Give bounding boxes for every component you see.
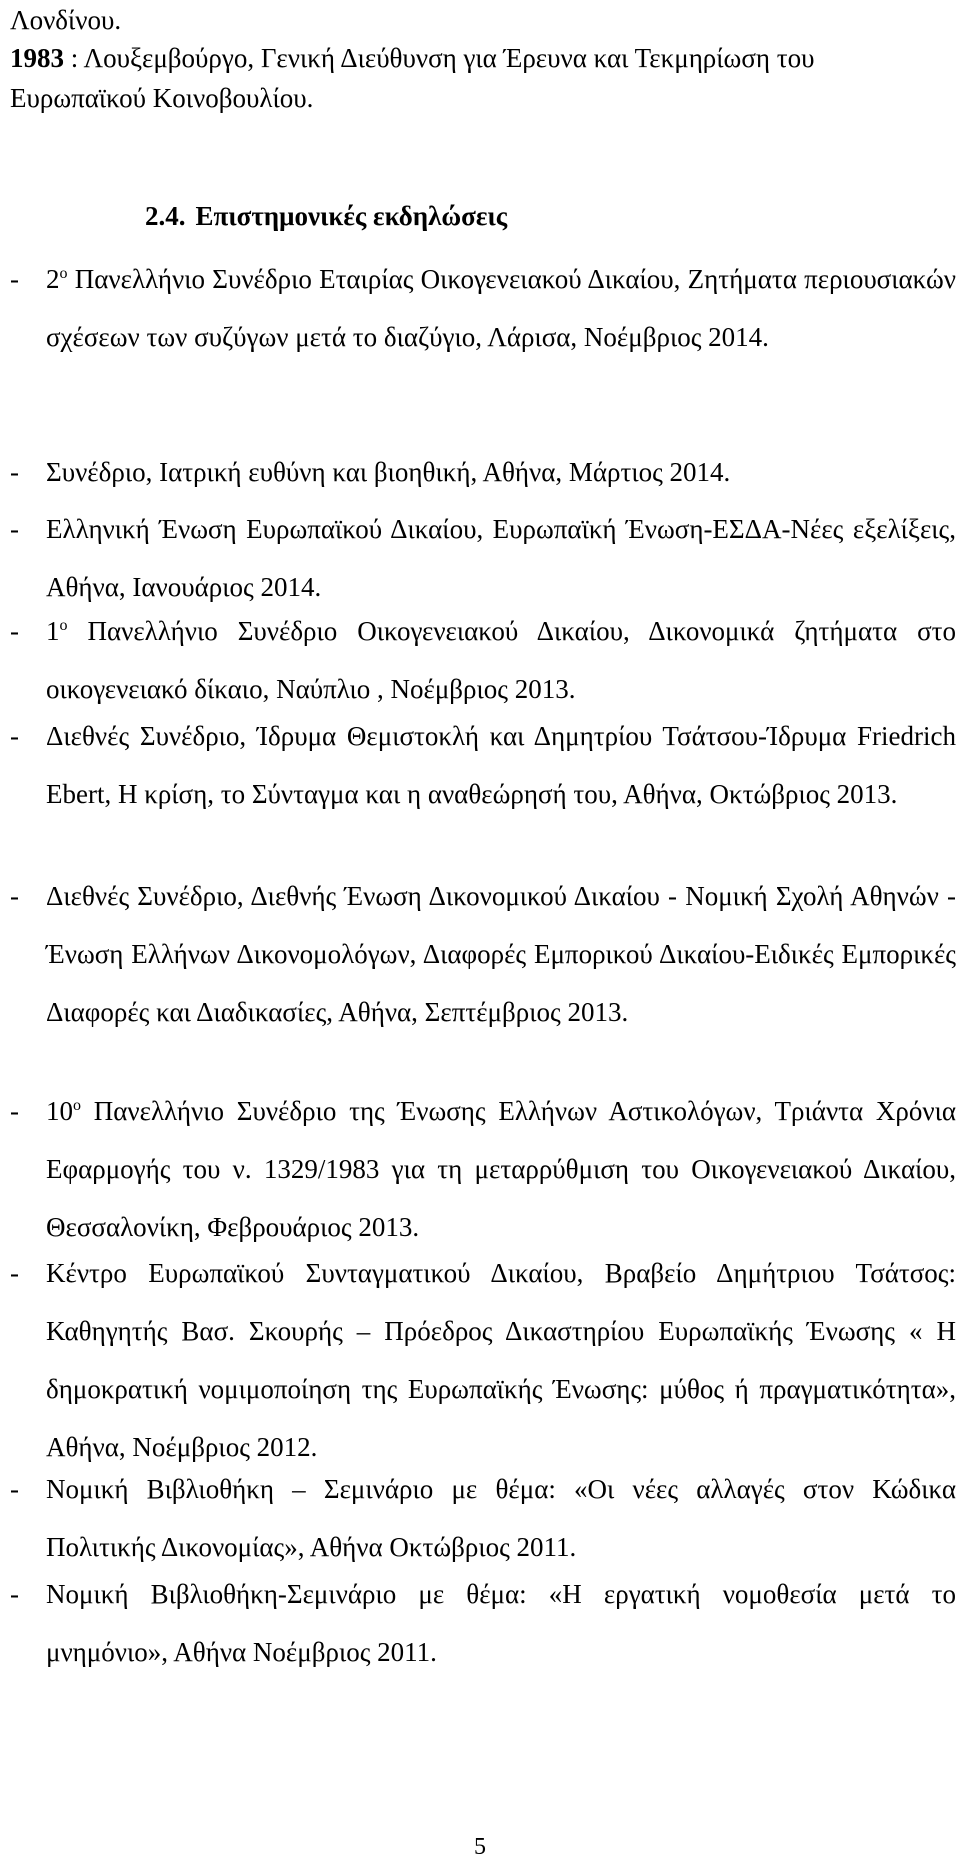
list-item-text: Νομική Βιβλιοθήκη – Σεμινάριο με θέμα: «Οι νέες αλλαγές στον Κώδικα Πολιτικής Δικονομίας», Αθήνα Οκτώβριος 2011.: [46, 1474, 956, 1562]
list-item: [10, 1082, 956, 1256]
list-item: [10, 443, 956, 501]
list-item-text: Διεθνές Συνέδριο, Διεθνής Ένωση Δικονομικού Δικαίου - Νομική Σχολή Αθηνών - Ένωση Ελλήνων Δικονομολόγων, Διαφορές Εμπορικού Δικαίου-Ειδικές Εμπορικές Διαφορές και Διαδικασίες, Αθήνα, Σεπτέμβριος 2013.: [46, 881, 956, 1027]
intro-line-3: Ευρωπαϊκού Κοινοβουλίου.: [10, 83, 314, 113]
list-bullet: -: [10, 457, 19, 487]
list-item: [10, 1244, 956, 1476]
list-item-text: Κέντρο Ευρωπαϊκού Συνταγματικού Δικαίου, Βραβείο Δημήτριου Τσάτσος: Καθηγητής Βασ. Σκουρής – Πρόεδρος Δικαστηρίου Ευρωπαϊκής Ένωσης « Η δημοκρατική νομιμοποίηση της Ευρωπαϊκής Ένωσης: μύθος ή πραγματικότητα», Αθήνα, Νοέμβριος 2012.: [46, 1258, 956, 1462]
list-item-text: Διεθνές Συνέδριο, Ίδρυμα Θεμιστοκλή και Δημητρίου Τσάτσου-Ίδρυμα Friedrich Ebert, Η κρίση, το Σύνταγμα και η αναθεώρησή του, Αθήνα, Οκτώβριος 2013.: [46, 721, 956, 809]
list-item-text: Ελληνική Ένωση Ευρωπαϊκού Δικαίου, Ευρωπαϊκή Ένωση-ΕΣΔΑ-Νέες εξελίξεις, Αθήνα, Ιανουάριος 2014.: [46, 514, 956, 602]
list-item: [10, 707, 956, 881]
list-item: [10, 500, 956, 616]
list-item-text: $1^o$ Πανελλήνιο Συνέδριο Οικογενειακού Δικαίου, Δικονομικά ζητήματα στο οικογενειακό δίκαιο, Ναύπλιο , Νοέμβριος 2013.: [46, 616, 956, 704]
list-bullet: -: [10, 721, 19, 751]
section-title: Επιστημονικές εκδηλώσεις: [195, 201, 508, 231]
list-bullet: -: [10, 1258, 19, 1288]
intro-line-2-rest: : Λουξεμβούργο, Γενική Διεύθυνση για Έρευνα και Τεκμηρίωση του: [64, 43, 815, 73]
list-bullet: -: [10, 264, 19, 294]
list-item: [10, 867, 956, 1099]
section-number: 2.4.: [145, 201, 186, 231]
list-item: [10, 602, 956, 718]
list-item-text: Συνέδριο, Ιατρική ευθύνη και βιοηθική, Αθήνα, Μάρτιος 2014.: [46, 457, 731, 487]
list-bullet: -: [10, 616, 19, 646]
list-item-text: $2^o$ Πανελλήνιο Συνέδριο Εταιρίας Οικογενειακού Δικαίου, Ζητήματα περιουσιακών σχέσεων των συζύγων μετά το διαζύγιο, Λάρισα, Νοέμβριος 2014.: [46, 264, 956, 352]
intro-year: 1983: [10, 43, 64, 73]
page-number: 5: [474, 1834, 486, 1860]
list-item: [10, 1565, 956, 1681]
list-bullet: -: [10, 1096, 19, 1126]
list-bullet: -: [10, 514, 19, 544]
section-heading: [145, 196, 507, 236]
list-item: [10, 1460, 956, 1576]
list-bullet: -: [10, 1474, 19, 1504]
list-item: [10, 250, 956, 366]
list-item-text: Νομική Βιβλιοθήκη-Σεμινάριο με θέμα: «Η εργατική νομοθεσία μετά το μνημόνιο», Αθήνα Νοέμβριος 2011.: [46, 1579, 956, 1667]
intro-line-1: Λονδίνου.: [10, 5, 122, 35]
intro-line-2: [10, 38, 814, 78]
list-item-text: $10^o$ Πανελλήνιο Συνέδριο της Ένωσης Ελλήνων Αστικολόγων, Τριάντα Χρόνια Εφαρμογής του ν. 1329/1983 για τη μεταρρύθμιση του Οικογενειακού Δικαίου, Θεσσαλονίκη, Φεβρουάριος 2013.: [46, 1096, 956, 1242]
list-bullet: -: [10, 881, 19, 911]
list-bullet: -: [10, 1579, 19, 1609]
